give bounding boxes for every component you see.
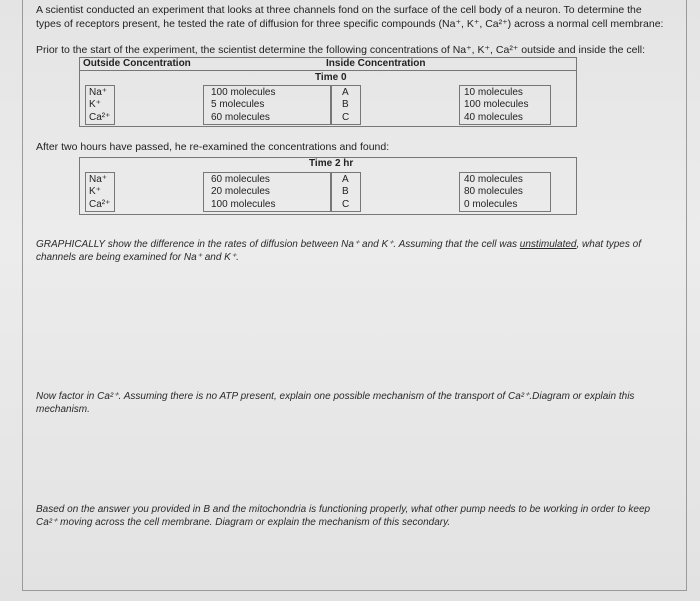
outside-cell: 100 molecules: [211, 199, 276, 210]
question-graphically: [36, 238, 666, 264]
ion-cell: Ca²⁺: [89, 112, 111, 123]
ion-cell: Ca²⁺: [89, 199, 111, 210]
ion-cell: K⁺: [89, 186, 101, 197]
after-two-hours-text: After two hours have passed, he re-examined the concentrations and found:: [36, 141, 390, 153]
time-label: Time 2 hr: [309, 158, 354, 169]
outside-cell: 60 molecules: [211, 112, 270, 123]
inside-cell: 100 molecules: [464, 99, 529, 110]
q1-text-a: GRAPHICALLY show the difference in the rates of diffusion between Na⁺ and K⁺. Assuming that the cell was: [36, 239, 520, 250]
time-label: Time 0: [315, 72, 347, 83]
table-time-0: [79, 57, 577, 127]
inside-cell: 40 molecules: [464, 174, 523, 185]
channel-cell: A: [342, 174, 349, 185]
intro-paragraph: A scientist conducted an experiment that looks at three channels fond on the surface of the cell body of a neuron. To determine the types of receptors present, he tested the rate of diffusion for three specific compounds (Na⁺, K⁺, Ca²⁺) across a normal cell membrane:: [36, 4, 664, 30]
channel-cell: C: [342, 199, 350, 210]
outside-cell: 5 molecules: [211, 99, 265, 110]
inside-header: Inside Concentration: [326, 58, 426, 69]
q1-text-b: , what types of channels are being examined for Na⁺ and K⁺.: [36, 239, 641, 263]
outside-cell: 20 molecules: [211, 186, 270, 197]
inside-cell: 40 molecules: [464, 112, 523, 123]
channel-cell: A: [342, 87, 349, 98]
inside-cell: 80 molecules: [464, 186, 523, 197]
outside-cell: 60 molecules: [211, 174, 270, 185]
outside-header: Outside Concentration: [83, 58, 191, 69]
outside-cell: 100 molecules: [211, 87, 276, 98]
question-secondary-pump: Based on the answer you provided in B and the mitochondria is functioning properly, what other pump needs to be working in order to keep Ca²⁺ moving across the cell membrane. Diagram or explain the mechanism of this secondary.: [36, 504, 651, 528]
prior-concentrations-text: Prior to the start of the experiment, the scientist determine the following concentrations of Na⁺, K⁺, Ca²⁺ outside and inside the cell:: [36, 44, 646, 56]
channel-cell: B: [342, 186, 349, 197]
channel-cell: B: [342, 99, 349, 110]
q1-underlined-word: unstimulated: [519, 239, 577, 250]
inside-cell: 10 molecules: [464, 87, 523, 98]
inside-cell: 0 molecules: [464, 199, 518, 210]
channel-cell: C: [342, 112, 350, 123]
table-time-2hr: [79, 157, 577, 215]
question-calcium-mechanism: Now factor in Ca²⁺. Assuming there is no ATP present, explain one possible mechanism of the transport of Ca²⁺.Diagram or explain this mechanism.: [36, 391, 635, 415]
ion-cell: Na⁺: [89, 87, 108, 98]
ion-cell: K⁺: [89, 99, 101, 110]
ion-cell: Na⁺: [89, 174, 108, 185]
